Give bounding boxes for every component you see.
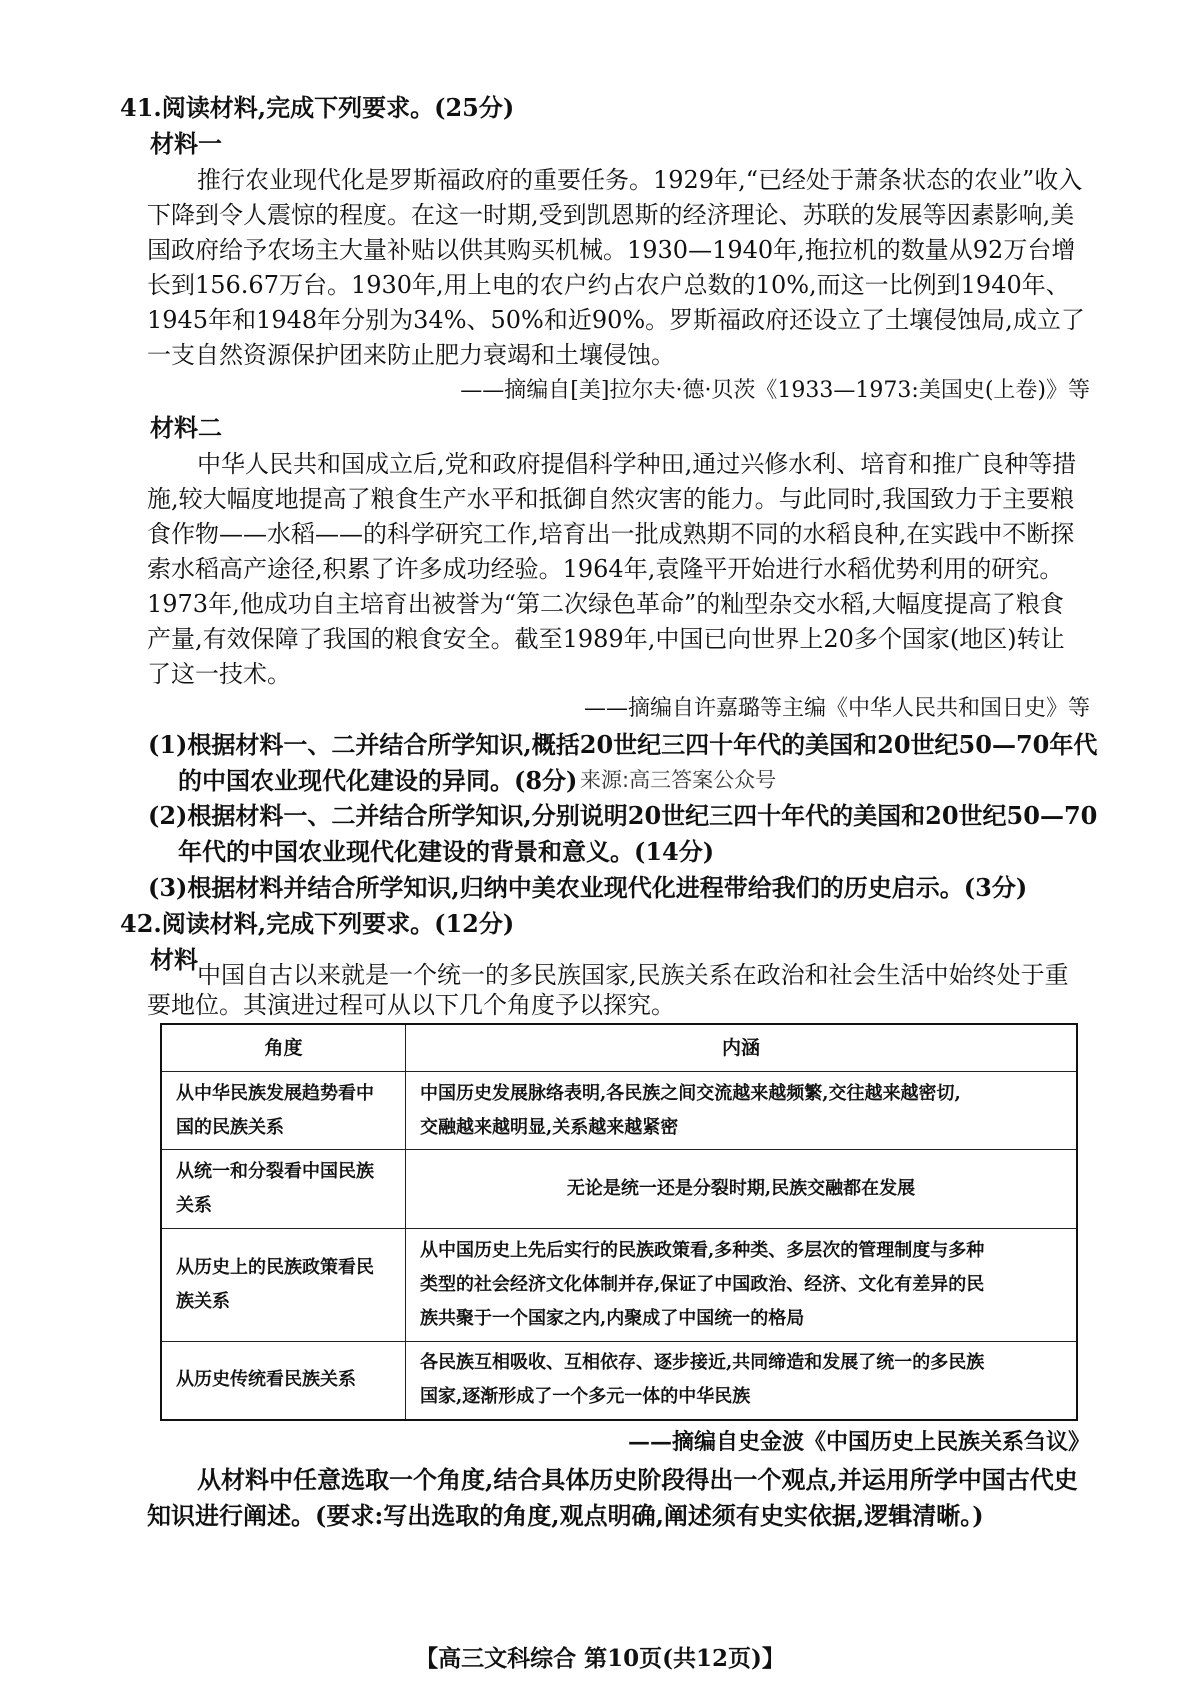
q41-material2-label: 材料二 <box>150 413 222 442</box>
q41-m2-line: 中华人民共和国成立后,党和政府提倡科学种田,通过兴修水利、培育和推广良种等措 <box>197 450 1077 478</box>
table-cell-meaning <box>406 1341 1078 1420</box>
cell-line: 从中国历史上先后实行的民族政策看,多种类、多层次的管理制度与多种 <box>420 1239 985 1261</box>
cell-line: 无论是统一还是分裂时期,民族交融都在发展 <box>566 1178 916 1200</box>
q41-m1-line: 推行农业现代化是罗斯福政府的重要任务。1929年,“已经处于萧条状态的农业”收入 <box>197 166 1083 194</box>
cell-line: 国的民族关系 <box>176 1116 284 1138</box>
q41-m1-source: ——摘编自[美]拉尔夫·德·贝茨《1933—1973:美国史(上卷)》等 <box>460 378 1090 403</box>
q41-question-1-cont: 的中国农业现代化建设的异同。(8分) <box>178 766 578 795</box>
q41-m2-line: 了这一技术。 <box>147 660 291 688</box>
q41-m2-line: 施,较大幅度地提高了粮食生产水平和抵御自然灾害的能力。与此同时,我国致力于主要粮 <box>147 485 1075 513</box>
q41-m2-source: ——摘编自许嘉璐等主编《中华人民共和国日史》等 <box>583 696 1090 721</box>
q41-m2-line: 索水稻高产途径,积累了许多成功经验。1964年,袁隆平开始进行水稻优势利用的研究。 <box>147 555 1064 583</box>
q41-question-3: (3)根据材料并结合所学知识,归纳中美农业现代化进程带给我们的历史启示。(3分) <box>148 873 1028 902</box>
ethnic-relations-table <box>160 1023 1078 1421</box>
table-cell-angle <box>161 1150 406 1228</box>
cell-line: 族关系 <box>176 1290 230 1312</box>
q41-m2-line: 产量,有效保障了我国的粮食安全。截至1989年,中国已向世界上20多个国家(地区)转让 <box>147 625 1065 653</box>
q42-intro-line: 要地位。其演进过程可从以下几个角度予以探究。 <box>147 991 675 1019</box>
cell-line: 从历史上的民族政策看民 <box>176 1256 374 1278</box>
q41-question-2: (2)根据材料一、二并结合所学知识,分别说明20世纪三四十年代的美国和20世纪50—70 <box>148 801 1098 830</box>
table-cell-meaning <box>406 1150 1078 1228</box>
q42-task-line: 知识进行阐述。(要求:写出选取的角度,观点明确,阐述须有史实依据,逻辑清晰。) <box>147 1501 984 1530</box>
q42-source: ——摘编自史金波《中国历史上民族关系刍议》 <box>627 1429 1090 1455</box>
table-row <box>161 1341 1077 1420</box>
table-header: 内涵 <box>406 1024 1078 1072</box>
cell-line: 中国历史发展脉络表明,各民族之间交流越来越频繁,交往越来越密切, <box>420 1082 961 1104</box>
table-cell-meaning <box>406 1072 1078 1150</box>
cell-line: 族共聚于一个国家之内,内聚成了中国统一的格局 <box>420 1307 805 1329</box>
q41-m1-line: 长到156.67万台。1930年,用上电的农户约占农户总数的10%,而这一比例到1940年、 <box>147 271 1070 299</box>
source-note: 来源:高三答案公众号 <box>580 768 777 792</box>
q41-title: 41.阅读材料,完成下列要求。(25分) <box>120 93 515 122</box>
table-cell-angle <box>161 1072 406 1150</box>
table-row <box>161 1072 1077 1150</box>
q42-intro-line: 中国自古以来就是一个统一的多民族国家,民族关系在政治和社会生活中始终处于重 <box>197 961 1069 989</box>
q41-material1-label: 材料一 <box>150 129 222 158</box>
cell-line: 各民族互相吸收、互相依存、逐步接近,共同缔造和发展了统一的多民族 <box>420 1352 985 1374</box>
cell-line: 国家,逐渐形成了一个多元一体的中华民族 <box>420 1386 751 1408</box>
q42-task-line: 从材料中任意选取一个角度,结合具体历史阶段得出一个观点,并运用所学中国古代史 <box>197 1465 1078 1494</box>
cell-line: 关系 <box>176 1195 212 1217</box>
q41-question-1: (1)根据材料一、二并结合所学知识,概括20世纪三四十年代的美国和20世纪50—70年代 <box>148 730 1098 759</box>
q41-m2-line: 食作物——水稻——的科学研究工作,培育出一批成熟期不同的水稻良种,在实践中不断探 <box>147 520 1075 548</box>
table-row <box>161 1228 1077 1341</box>
q41-m1-line: 国政府给予农场主大量补贴以供其购买机械。1930—1940年,拖拉机的数量从92万台增 <box>147 236 1076 264</box>
cell-line: 类型的社会经济文化体制并存,保证了中国政治、经济、文化有差异的民 <box>420 1273 985 1295</box>
table-header-row <box>161 1024 1077 1072</box>
table-header: 角度 <box>161 1024 406 1072</box>
table-cell-meaning <box>406 1228 1078 1341</box>
cell-line: 从中华民族发展趋势看中 <box>176 1082 374 1104</box>
q42-material-label: 材料 <box>150 945 198 974</box>
table-row <box>161 1150 1077 1228</box>
q41-m2-line: 1973年,他成功自主培育出被誉为“第二次绿色革命”的籼型杂交水稻,大幅度提高了粮食 <box>147 590 1064 618</box>
cell-line: 交融越来越明显,关系越来越紧密 <box>420 1116 679 1138</box>
table-cell-angle <box>161 1341 406 1420</box>
q41-m1-line: 下降到令人震惊的程度。在这一时期,受到凯恩斯的经济理论、苏联的发展等因素影响,美 <box>147 201 1075 229</box>
cell-line: 从历史传统看民族关系 <box>176 1369 356 1391</box>
q41-question-2-cont: 年代的中国农业现代化建设的背景和意义。(14分) <box>178 837 715 866</box>
q41-m1-line: 1945年和1948年分别为34%、50%和近90%。罗斯福政府还设立了土壤侵蚀局,成立了 <box>147 306 1085 334</box>
table-cell-angle <box>161 1228 406 1341</box>
page-footer: 【高三文科综合 第10页(共12页)】 <box>415 1645 785 1672</box>
q42-title: 42.阅读材料,完成下列要求。(12分) <box>120 909 515 938</box>
q41-m1-line: 一支自然资源保护团来防止肥力衰竭和土壤侵蚀。 <box>147 341 675 369</box>
cell-line: 从统一和分裂看中国民族 <box>176 1161 374 1183</box>
